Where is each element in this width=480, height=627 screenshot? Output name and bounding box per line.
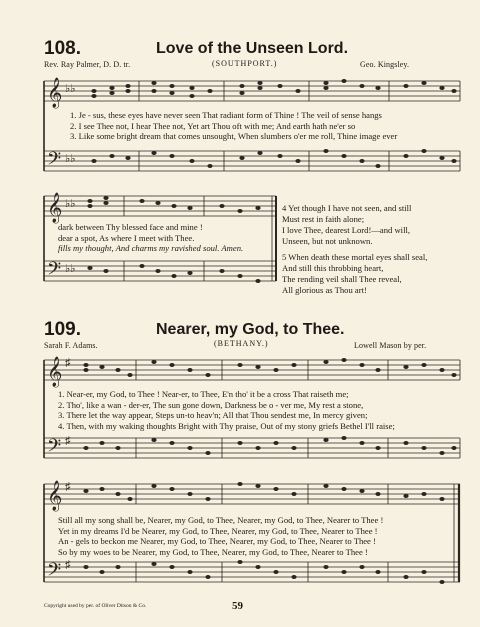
svg-text:♯: ♯ [65,435,71,447]
svg-text:𝄞: 𝄞 [47,481,63,510]
verse-line: Unseen, but not unknown. [282,236,373,246]
verse-line: Must rest in faith alone; [282,214,365,224]
verse-line: 4 Yet though I have not seen, and still [282,203,412,213]
svg-text:♯: ♯ [65,357,71,369]
svg-text:𝄞: 𝄞 [47,193,63,222]
hymn-composer: Geo. Kingsley. [360,60,410,69]
svg-text:𝄢: 𝄢 [47,559,62,584]
svg-text:♯: ♯ [65,481,71,493]
lyric-line: 3. Like some bright dream that comes unsought, When slumbers o'er me roll, Thine image ever [70,131,398,141]
svg-text:𝄞: 𝄞 [47,357,63,386]
hymn-composer: Lowell Mason by per. [354,341,427,350]
lyric-line: 2. Tho', like a wan - der-er, The sun gone down, Darkness be o - ver me, My rest a stone, [58,399,364,410]
verse-line: I love Thee, dearest Lord!—and will, [282,225,410,235]
verse-line: The rending veil shall Thee reveal, [282,274,402,284]
lyric-line: dear a spot, As where I meet with Thee. [58,232,195,243]
hymn-author: Sarah F. Adams. [44,341,98,350]
verse-line: 5 When death these mortal eyes shall seal, [282,252,428,262]
lyric-line: Still all my song shall be, Nearer, my God, to Thee, Nearer, my God, to Thee, Nearer to Thee ! [58,515,384,525]
copyright-note: Copyright used by per. of Oliver Ditson & Co. [44,603,147,609]
svg-text:𝄢: 𝄢 [47,148,62,173]
hymn-title: Nearer, my God, to Thee. [156,321,345,338]
lyric-line: 1. Je - sus, these eyes have never seen That radiant form of Thine ! The veil of sense hangs [70,110,382,120]
hymn-number: 108. [44,38,81,59]
svg-text:𝄢: 𝄢 [47,258,62,283]
lyric-line: Yet in my dreams I'd be Nearer, my God, to Thee, Nearer, my God, to Thee, Nearer to Thee ! [58,525,378,536]
lyric-line: So by my woes to be Nearer, my God, to Thee, Nearer, my God, to Thee, Nearer to Thee ! [58,546,368,557]
lyric-line: dark between Thy blessed face and mine ! [58,222,203,232]
svg-text:♭♭: ♭♭ [65,83,76,95]
lyric-line: 4. Then, with my waking thoughts Bright with Thy praise, Out of my stony griefs Bethel I'll raise; [58,420,395,431]
tune-name: (SOUTHPORT.) [212,59,278,68]
svg-text:♭♭: ♭♭ [65,263,76,275]
lyric-line: fills my thought, And charms my ravished soul. Amen. [58,243,244,253]
svg-text:♯: ♯ [65,559,71,571]
svg-text:𝄢: 𝄢 [47,435,62,460]
svg-text:♭♭: ♭♭ [65,153,76,165]
verse-line: And still this throbbing heart, [282,263,384,273]
lyric-line: 1. Near-er, my God, to Thee ! Near-er, to Thee, E'n tho' it be a cross That raiseth me; [58,389,349,399]
hymn-title: Love of the Unseen Lord. [156,40,349,57]
lyric-line: An - gels to beckon me Nearer, my God, to Thee, Nearer, my God, to Thee, Nearer to Thee ! [58,536,376,546]
lyric-line: 2. I see Thee not, I hear Thee not, Yet art Thou oft with me; And earth hath ne'er so [70,120,356,131]
lyric-line: 3. There let the way appear, Steps un-to heav'n; All that Thou sendest me, In mercy given; [58,410,368,420]
hymn-author: Rev. Ray Palmer, D. D. tr. [44,60,131,69]
hymn-number: 109. [44,319,81,340]
svg-text:♭♭: ♭♭ [65,198,76,210]
svg-text:𝄞: 𝄞 [47,78,63,107]
tune-name: (BETHANY.) [214,339,269,348]
page-number: 59 [232,600,243,612]
verse-line: All glorious as Thou art! [282,285,367,295]
